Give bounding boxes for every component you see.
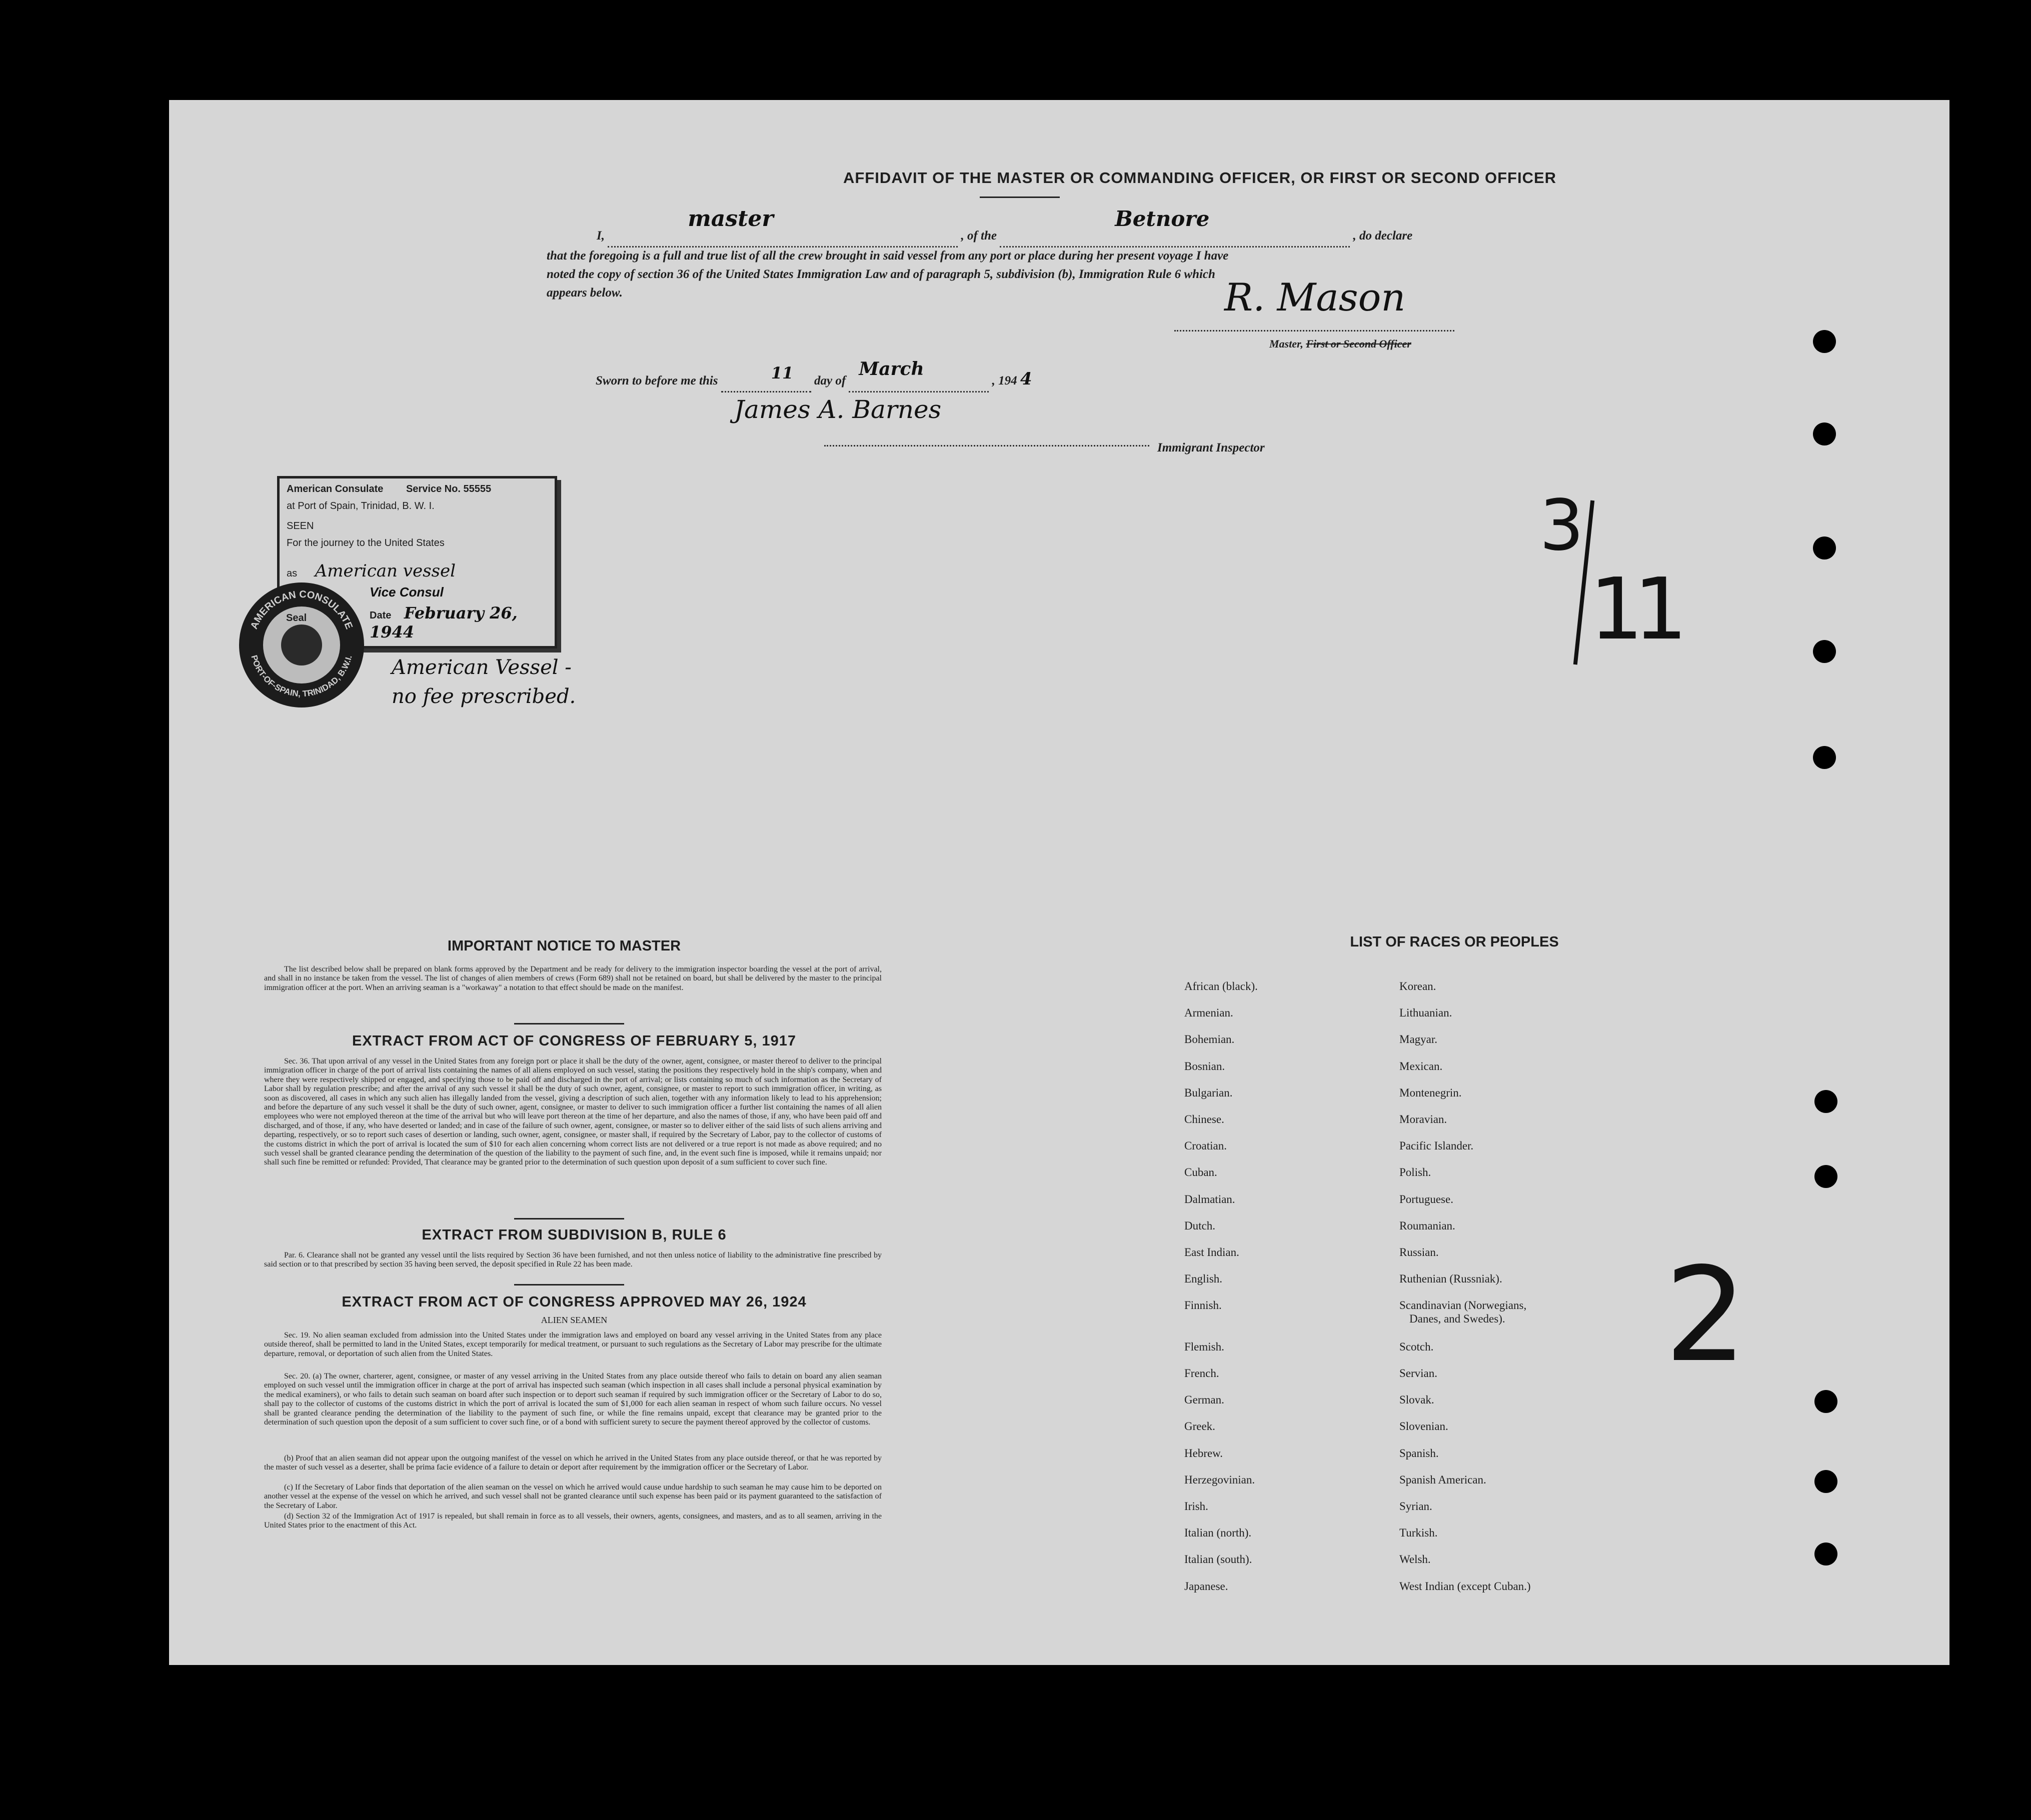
extract-1924-sec20c: (c) If the Secretary of Labor finds that deportation of the alien seaman on the vessel on which he arrived would cause undue hardship to such seaman he may cause him to be deported on another vessel at the expense of the vessel on which he arrived, and such vessel shall not be granted clearance until such expense has been paid or its payment guaranteed to the satisfaction of the Secretary of Labor. (264, 1483, 882, 1510)
fraction-numerator: 3 (1539, 485, 1584, 566)
race-item: German. (1184, 1394, 1224, 1406)
sworn-month: March (859, 358, 924, 380)
extract-1917-body: Sec. 36. That upon arrival of any vessel in the United States from any foreign port or place it shall be the duty of the owner, agent, consignee, or master thereof to deliver to the principal immigration officer in charge of the port of arrival lists containing the names of all aliens employed on such vessel, stating the positions they respectively hold in the ship's company, when and where they were respectively shipped or engaged, and specifying those to be paid off and discharged in the port of arrival; or lists containing so much of such information as the Secretary of Labor shall by regulation prescribe; and after the arrival of any such vessel it shall be the duty of such owner, agent, consignee, or master to report to such immigration officer, in writing, as soon as discovered, all cases in which any such alien has illegally landed from the vessel, giving a description of such alien, together with any information likely to lead to his apprehension; and before the departure of any such vessel it shall be the duty of such owner, agent, consignee, or master to deliver to such immigration officer a further list containing the names of all alien employees who were not employed thereon at the time of the arrival but who will leave port thereon at the time of her departure, and also the names of those, if any, who have been paid off and discharged, and of those, if any, who have deserted or landed; and in case of the failure of such owner, agent, consignee, or master so to deliver either of the said lists of such aliens arriving and departing, respectively, or so to report such cases of desertion or landing, such owner, agent, consignee, or master shall, if required by the Secretary of Labor, pay to the collector of customs of the customs district in which the port of arrival is located the sum of $10 for each alien concerning whom correct lists are not delivered or a true report is not made as above required; and no such vessel shall be granted clearance pending the determination of the question of the liability to the payment of such fine, and, in the event such fine is imposed, while it remains unpaid; nor shall such fine be remitted or refunded: Provided, That clearance may be granted prior to the determination of such question upon deposit of a sum sufficient to cover such fine. (264, 1057, 882, 1167)
race-item: Slovak. (1399, 1394, 1434, 1406)
declaration-line-2: that the foregoing is a full and true list of all the crew brought in said vessel from any port or place during her present voyage I have (547, 249, 1229, 262)
no-fee-note-line2: no fee prescribed. (392, 685, 576, 708)
binder-hole (1813, 640, 1836, 663)
race-item: Roumanian. (1399, 1220, 1455, 1232)
race-item: Irish. (1184, 1500, 1208, 1512)
race-item: Bulgarian. (1184, 1086, 1233, 1099)
sworn-month-field (849, 358, 989, 392)
races-title: LIST OF RACES OR PEOPLES (1350, 934, 1559, 950)
race-item: Italian (north). (1184, 1526, 1252, 1539)
binder-hole (1813, 536, 1836, 560)
notice-title: IMPORTANT NOTICE TO MASTER (447, 938, 681, 954)
extract-rule6-title: EXTRACT FROM SUBDIVISION B, RULE 6 (422, 1227, 727, 1243)
race-item: Syrian. (1399, 1500, 1432, 1512)
race-item: Finnish. (1184, 1299, 1222, 1312)
stamp-date-row (370, 604, 555, 642)
stamp-consulate: American Consulate (287, 484, 384, 494)
sworn-day: 11 (771, 364, 794, 382)
declaration-line-3: noted the copy of section 36 of the United States Immigration Law and of paragraph 5, subdivision (b), Immigration Rule 6 which (547, 268, 1215, 281)
master-caption-text: Master, (1269, 338, 1306, 350)
declaration-line-4: appears below. (547, 286, 623, 300)
binder-hole (1814, 1165, 1837, 1188)
race-item: Slovenian. (1399, 1420, 1448, 1432)
title-underline (980, 196, 1060, 198)
stamp-line-4: For the journey to the United States (287, 538, 445, 548)
affidavit-title: AFFIDAVIT OF THE MASTER OR COMMANDING OFFICER, OR FIRST OR SECOND OFFICER (843, 169, 1557, 186)
inspector-caption: Immigrant Inspector (1157, 441, 1265, 454)
signature-line (1174, 330, 1454, 332)
day-of-label: day of (814, 374, 846, 388)
race-item: Scandinavian (Norwegians, (1399, 1299, 1527, 1312)
binder-hole (1814, 1390, 1837, 1413)
struck-officer-caption: First or Second Officer (1306, 338, 1411, 350)
stamp-line-2: at Port of Spain, Trinidad, B. W. I. (287, 500, 435, 512)
race-item: Magyar. (1399, 1033, 1438, 1046)
race-item: Scotch. (1399, 1340, 1434, 1353)
binder-hole (1813, 746, 1836, 769)
of-the-label: , of the (961, 229, 997, 242)
race-item: Russian. (1399, 1246, 1439, 1258)
stamp-line-5 (287, 561, 456, 581)
stamp-service-label: Service No. (406, 484, 461, 494)
extract-1917-title: EXTRACT FROM ACT OF CONGRESS OF FEBRUARY 5, 1917 (352, 1033, 797, 1049)
extract-1924-sec20b: (b) Proof that an alien seaman did not appear upon the outgoing manifest of the vessel on which he arrived in the United States from any place outside thereof, or that he was reported by the master of such vessel as a deserter, shall be prima facie evidence of a failure to detain or deport after requirement by the immigration officer or the Secretary of Labor. (264, 1454, 882, 1472)
race-item: West Indian (except Cuban.) (1399, 1580, 1531, 1592)
no-fee-note-line1: American Vessel - (392, 656, 572, 679)
stamp-service-no: 55555 (463, 484, 492, 494)
race-item: Hebrew. (1184, 1447, 1223, 1460)
race-item: Portuguese. (1399, 1193, 1453, 1206)
vessel-handwritten: Betnore (1115, 206, 1210, 231)
notice-rule (514, 1023, 624, 1024)
race-item: Cuban. (1184, 1166, 1217, 1178)
extract-1924-sec20d: (d) Section 32 of the Immigration Act of 1917 is repealed, but shall remain in force as to all vessels, their owners, agents, consignees, and masters, and as to all seamen, arriving in the United States prior to the enactment of this Act. (264, 1512, 882, 1530)
race-item: Lithuanian. (1399, 1006, 1452, 1019)
race-item: Pacific Islander. (1399, 1140, 1474, 1152)
seal-top-text: AMERICAN CONSULATE (249, 588, 355, 631)
race-item: Turkish. (1399, 1526, 1438, 1539)
stamp-line-3: SEEN (287, 520, 314, 532)
race-item: Spanish. (1399, 1447, 1439, 1460)
race-item: English. (1184, 1272, 1223, 1285)
binder-hole (1814, 1470, 1837, 1493)
race-item: Italian (south). (1184, 1553, 1252, 1566)
extract-1924-title: EXTRACT FROM ACT OF CONGRESS APPROVED MAY 26, 1924 (342, 1294, 807, 1310)
race-item: Japanese. (1184, 1580, 1228, 1592)
binder-hole (1814, 1542, 1837, 1566)
declaration-line-1 (597, 206, 1637, 248)
race-item: Bohemian. (1184, 1033, 1235, 1046)
declare-tail: , do declare (1353, 229, 1413, 242)
extract-1917-rule (514, 1218, 624, 1220)
race-item: Korean. (1399, 980, 1436, 992)
race-item: Dutch. (1184, 1220, 1215, 1232)
stamp-handwritten-as: American vessel (315, 561, 456, 581)
race-item: Flemish. (1184, 1340, 1224, 1353)
extract-1924-sec20a: Sec. 20. (a) The owner, charterer, agent, consignee, or master of any vessel arriving in the United States from any place outside thereof who fails to detain on board any alien seaman employed on such vessel until the immigration officer in charge at the port of arrival has inspected such seaman (which inspection in all cases shall include a personal physical examination by the medical examiners), or who fails to detain such seaman on board after such inspection or to deport such seaman if required by such immigration officer or the Secretary of Labor to do so, shall pay to the collector of customs of the customs district in which the port of arrival is located the sum of $1,000 for each alien seaman in respect of whom such failure occurs. No vessel shall be granted clearance pending the determination of the liability to the payment of such fine, or while the fine remains unpaid, except that clearance may be granted prior to the determination of such question upon the deposit of a sum sufficient to cover such fine, or of a bond with sufficient surety to secure the payment thereof approved by the collector of customs. (264, 1372, 882, 1427)
eagle-emblem-icon (281, 624, 322, 666)
page-number-handwritten: 2 (1664, 1240, 1747, 1391)
seal-center-label: Seal (286, 612, 307, 624)
stamp-date-value: February 26, 1944 (370, 604, 518, 642)
master-caption (1269, 334, 1411, 354)
consular-seal (239, 582, 364, 708)
stamp-date-label: Date (370, 610, 392, 621)
seal-inner (263, 606, 340, 684)
stamp-as-label: as (287, 568, 298, 579)
i-label: I, (597, 229, 605, 242)
race-item: Spanish American. (1399, 1474, 1486, 1486)
seal-bottom-text: PORT-OF-SPAIN, TRINIDAD, B.W.I. (249, 654, 354, 699)
extract-rule6-rule (514, 1284, 624, 1286)
race-item: Greek. (1184, 1420, 1215, 1432)
binder-hole (1814, 1090, 1837, 1113)
name-handwritten: master (688, 206, 774, 232)
race-item: Moravian. (1399, 1113, 1447, 1126)
race-item: Danes, and Swedes). (1409, 1312, 1505, 1325)
race-item: Mexican. (1399, 1060, 1443, 1072)
extract-1924-sec19: Sec. 19. No alien seaman excluded from admission into the United States under the immigration laws and employed on board any vessel arriving in the United States from any place outside thereof, shall be permitted to land in the United States, except temporarily for medical treatment, or pursuant to such regulations as the Secretary of Labor may prescribe for the ultimate departure, removal, or deportation of such alien from the United States. (264, 1331, 882, 1358)
fraction-denominator: 11 (1589, 560, 1678, 659)
race-item: East Indian. (1184, 1246, 1239, 1258)
inspector-signature: James A. Barnes (734, 395, 942, 424)
year-digit: 4 (1020, 369, 1032, 389)
race-item: Herzegovinian. (1184, 1474, 1255, 1486)
extract-rule6-body: Par. 6. Clearance shall not be granted any vessel until the lists required by Section 36 have been furnished, and not then unless notice of liability to the administrative fine prescribed by said section or to that prescribed by section 35 having been served, the deposit specified in Rule 22 has been made. (264, 1251, 882, 1269)
races-left-column (1184, 980, 1374, 1605)
races-right-column (1399, 980, 1629, 1605)
race-item: Servian. (1399, 1367, 1438, 1380)
race-item: Montenegrin. (1399, 1086, 1462, 1099)
race-item: French. (1184, 1367, 1219, 1380)
inspector-line (824, 445, 1149, 446)
extract-1924-subtitle: ALIEN SEAMEN (541, 1315, 608, 1325)
race-item: Polish. (1399, 1166, 1431, 1178)
document-page (169, 100, 1949, 1665)
binder-hole (1813, 330, 1836, 353)
race-item: Ruthenian (Russniak). (1399, 1272, 1502, 1285)
race-item: Welsh. (1399, 1553, 1431, 1566)
stamp-vice-consul: Vice Consul (370, 584, 444, 600)
race-item: Dalmatian. (1184, 1193, 1235, 1206)
year-prefix: , 194 (992, 374, 1017, 388)
sworn-day-field (721, 364, 811, 392)
binder-hole (1813, 422, 1836, 446)
race-item: African (black). (1184, 980, 1258, 992)
race-item: Chinese. (1184, 1113, 1224, 1126)
vessel-field (1000, 206, 1350, 248)
race-item: Armenian. (1184, 1006, 1233, 1019)
stamp-line-1 (287, 484, 491, 495)
master-signature: R. Mason (1224, 275, 1406, 320)
sworn-label: Sworn to before me this (596, 374, 718, 388)
race-item: Bosnian. (1184, 1060, 1225, 1072)
name-field (608, 206, 958, 248)
notice-body: The list described below shall be prepared on blank forms approved by the Department and be ready for delivery to the immigration inspector boarding the vessel at the port of arrival, and shall in no instance be taken from the vessel. The list of changes of alien members of crews (Form 689) shall not be retained on board, but shall be delivered by the master to the principal immigration officer at the port. When an arriving seaman is a "workaway" a notation to that effect should be made on the manifest. (264, 965, 882, 992)
sworn-line (596, 358, 1246, 392)
race-item: Croatian. (1184, 1140, 1227, 1152)
